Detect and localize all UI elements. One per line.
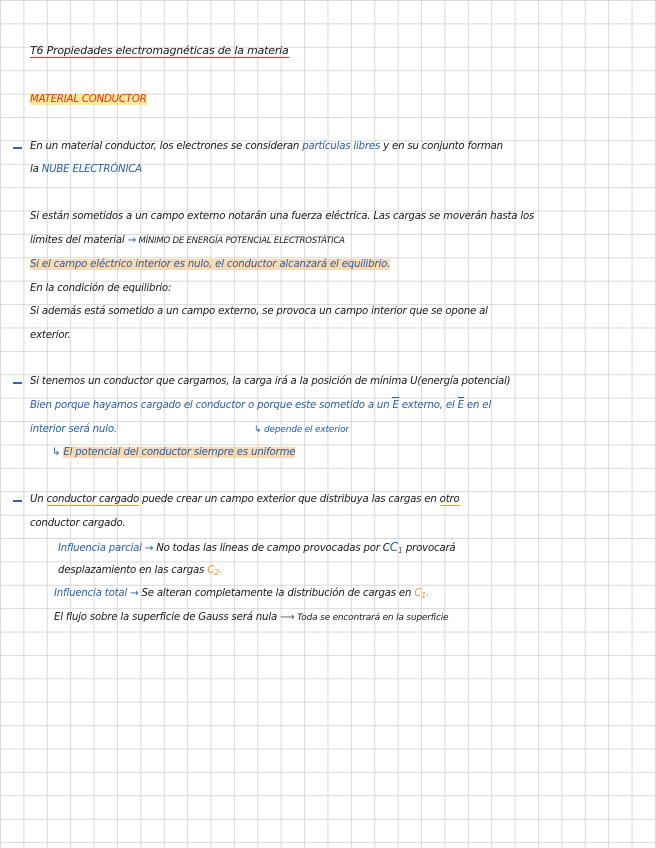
block3-line4 — [52, 446, 295, 460]
block4-text: provocará — [402, 543, 456, 554]
block4-line1 — [30, 493, 460, 507]
block1-free-particles: partículas libres — [302, 141, 381, 152]
page-title — [30, 44, 289, 58]
block4-text: conductor cargado. — [30, 518, 126, 529]
block4-line4 — [58, 564, 222, 580]
block3-line1 — [30, 375, 510, 389]
block3-line2 — [30, 399, 491, 413]
block3-line3-note — [254, 423, 349, 437]
subscript: 1 — [421, 591, 427, 600]
subscript: 2 — [214, 568, 219, 577]
block4-text: desplazamiento en las cargas — [58, 565, 208, 576]
block1-text: la — [30, 164, 42, 175]
block1-line2 — [30, 163, 142, 177]
c1-label: C — [414, 588, 422, 599]
block4-line6 — [54, 611, 448, 625]
block3-note: ↳ depende el exterior — [254, 425, 349, 435]
total-influence: Influencia total → — [54, 588, 142, 599]
block3-text: Si tenemos un conductor que cargamos, la carga irá a la posición de mínima U(energía potencial) — [30, 376, 511, 387]
charged-conductor: conductor cargado — [46, 494, 140, 505]
block2-text: Si además está sometido a un campo externo, se provoca un campo interior que se opone al — [30, 306, 488, 317]
electron-cloud-term: NUBE ELECTRÓNICA — [41, 164, 142, 175]
block3-text: Bien porque hayamos cargado el conductor o porque este sometido a un — [30, 400, 393, 411]
long-arrow-icon: ⟶ — [280, 612, 295, 623]
block2-text: límites del material — [30, 235, 128, 246]
block1-text: y en su conjunto forman — [380, 141, 503, 152]
block2-line3 — [30, 258, 390, 272]
block2-line4 — [30, 282, 171, 296]
block2-text: Si están sometidos a un campo externo notarán una fuerza eléctrica. Las cargas se moverán hasta los — [30, 211, 535, 222]
vector-e: E — [457, 400, 464, 411]
block4-text: El flujo sobre la superficie de Gauss será nula — [54, 612, 281, 623]
block3-text: interior será nulo. — [30, 424, 117, 435]
block4-text: Se alteran completamente la distribución de cargas en — [141, 588, 415, 599]
equilibrium-condition: Si el campo eléctrico interior es nulo, el conductor alcanzará el equilibrio. — [30, 259, 391, 270]
page-title-text: T6 Propiedades electromagnéticas de la materia — [30, 44, 289, 57]
other-conductor: otro — [439, 494, 460, 505]
uniform-potential: El potencial del conductor siempre es uniforme — [63, 447, 296, 458]
partial-influence: Influencia parcial → — [58, 543, 157, 554]
block2-line2 — [30, 234, 345, 248]
block2-text: En la condición de equilibrio: — [30, 283, 172, 294]
block4-text: Toda se encontrará en la superficie — [294, 613, 449, 623]
vector-e: E — [392, 400, 399, 411]
subscript: 1 — [397, 546, 403, 555]
block2-line1 — [30, 210, 534, 224]
block2-line6 — [30, 329, 71, 343]
section-heading-text: MATERIAL CONDUCTOR — [30, 94, 147, 105]
block4-text: Un — [30, 494, 47, 505]
block3-text: en el — [463, 400, 491, 411]
bullet-2 — [13, 382, 22, 384]
block1-text: En un material conductor, los electrones se consideran — [30, 141, 303, 152]
bullet-1 — [13, 147, 22, 149]
min-energy-term: MÍNIMO DE ENERGÍA POTENCIAL ELECTROSTÁTICA — [135, 236, 345, 246]
block4-text: No todas las líneas de campo provocadas por C — [156, 543, 390, 554]
arrow-icon: → — [127, 235, 136, 246]
period: . — [426, 588, 430, 599]
arrow-icon: ↳ — [52, 447, 64, 458]
block2-text: exterior. — [30, 330, 71, 341]
block2-line5 — [30, 305, 488, 319]
section-heading — [30, 93, 147, 107]
block4-text: puede crear un campo exterior que distribuya las cargas en — [139, 494, 440, 505]
c2-label: C — [207, 565, 215, 576]
block4-line3: Influencia parcial → No todas las líneas de campo provocadas por $CC_1$ provocará — [58, 540, 456, 555]
block1-line1 — [30, 140, 503, 154]
block3-text: externo, el — [398, 400, 458, 411]
bullet-3 — [13, 500, 22, 502]
block4-line5 — [54, 587, 429, 603]
block3-line3 — [30, 423, 117, 437]
block4-line2 — [30, 517, 126, 531]
period: . — [219, 565, 223, 576]
